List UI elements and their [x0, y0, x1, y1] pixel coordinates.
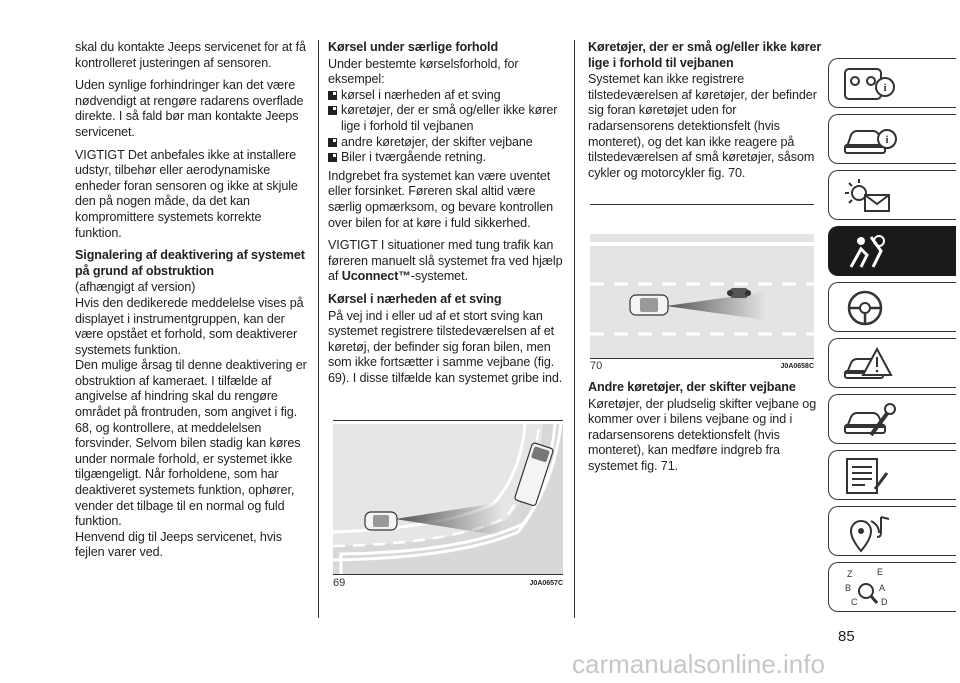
uconnect-label: Uconnect™ [341, 269, 411, 284]
tab-starting-driving[interactable] [828, 282, 956, 332]
paragraph: (afhængigt af version) [75, 280, 196, 295]
paragraph: Under bestemte kørselsforhold, for eksempel: [328, 56, 519, 87]
tab-lights-warning[interactable] [828, 170, 956, 220]
bullet-text: Biler i tværgående retning. [341, 150, 487, 165]
figure-69 [333, 420, 563, 596]
paragraph-text: VIGTIGT I situationer med tung trafik kan føreren manuelt slå systemet fra ved hjælp af [328, 238, 563, 284]
paragraph: På vej ind i eller ud af et stort sving kan systemet registrere tilstedeværelsen af et køretøj, der befinder sig foran bilen, men som ikke fortsætter i samme vejbane (fig. 69). I disse tilfælde kan systemet gribe ind. [328, 308, 563, 385]
emergency-icon [841, 343, 901, 385]
svg-text:B: B [845, 583, 852, 593]
dashboard-info-icon [841, 63, 901, 105]
tab-multimedia[interactable] [828, 506, 956, 556]
maintenance-icon [841, 399, 901, 441]
bullet-text: andre køretøjer, der skifter vejbane [341, 134, 533, 149]
section-heading: Kørsel under særlige forhold [328, 40, 499, 54]
paragraph: skal du kontakte Jeeps servicenet for at få kontrolleret justeringen af sensoren. [75, 40, 306, 70]
bullet-icon [328, 106, 337, 115]
svg-text:Z: Z [847, 569, 853, 579]
tab-index[interactable] [828, 562, 956, 612]
paragraph: Henvend dig til Jeeps servicenet, hvis fejlen varer ved. [75, 529, 282, 560]
paragraph [328, 238, 565, 285]
figure-number: 69 [333, 577, 346, 589]
bullet-item [328, 135, 565, 151]
bullet-icon [328, 138, 337, 147]
paragraph: Indgrebet fra systemet kan være uventet eller forsinket. Føreren skal altid være særlig opmærksom, og bevare kontrollen over bilen for at køre i fuld sikkerhed. [328, 168, 554, 230]
tab-safety[interactable] [828, 226, 956, 276]
figure-code: J0A0657C [529, 580, 563, 587]
figure-bottom-rule [590, 358, 814, 359]
lights-warning-icon [841, 175, 901, 217]
figure-bottom-rule [333, 574, 563, 575]
curve-diagram [333, 424, 563, 574]
watermark: carmanualsonline.info [572, 649, 825, 679]
paragraph: Den mulige årsag til denne deaktivering er obstruktion af kameraet. I tilfælde af angivelse af hindring skal du rengøre området på frontruden, som angivet i fig. 68, og kontrollere, at meddelelsen forsvinder. Selvom bilen stadig kan køres under normale forhold, er systemet ikke tilgængeligt. Når forholdene, som har deaktiveret systemets funktion, ophører, vender det tilbage til en normal og fuld funktion. [75, 358, 307, 529]
column-divider [318, 40, 319, 618]
page-number: 85 [838, 628, 855, 645]
paragraph: Køretøjer, der pludselig skifter vejbane og kommer over i bilens vejbane og ind i radarsensorens detektionsfelt (hvis monteret), kan medføre indgreb fra systemet fig. 71. [588, 396, 817, 473]
paragraph: Hvis den dedikerede meddelelse vises på displayet i instrumentgruppen, kan der være opstået et forhold, som deaktiverer systemets funktion. [75, 295, 304, 357]
column-1 [75, 40, 310, 561]
figure-70 [590, 204, 814, 374]
index-icon [841, 567, 901, 609]
bullet-icon [328, 91, 337, 100]
paragraph: Uden synlige forhindringer kan det være nødvendigt at rengøre radarens overflade direkte. I så fald bør man kontakte Jeeps servicenet. [75, 78, 304, 139]
svg-text:C: C [851, 597, 858, 607]
svg-text:A: A [879, 583, 886, 593]
figure-top-rule [333, 420, 563, 421]
svg-text:E: E [877, 567, 884, 577]
column-3-lower [588, 380, 823, 482]
section-heading: Kørsel i nærheden af et sving [328, 291, 502, 306]
section-heading: Køretøjer, der er små og/eller ikke kører lige i forhold til vejbanen [588, 40, 822, 70]
bullet-item [328, 103, 565, 134]
tab-dashboard[interactable] [828, 58, 956, 108]
car-info-icon [841, 119, 901, 161]
section-heading: Signalering af deaktivering af systemet på grund af obstruktion [75, 248, 305, 278]
multimedia-icon [841, 511, 901, 553]
figure-number: 70 [590, 360, 603, 372]
bullet-icon [328, 153, 337, 162]
tab-car-info[interactable] [828, 114, 956, 164]
tab-maintenance[interactable] [828, 394, 956, 444]
technical-data-icon [841, 455, 901, 497]
bullet-text: kørsel i nærheden af et sving [341, 87, 501, 102]
paragraph: Systemet kan ikke registrere tilstedeværelsen af køretøjer, der befinder sig foran køretøjet uden for radarsensorens detektionsfelt (hvis monteret), og det kan ikke reagere på tilstedeværelsen af små køretøjer, såsom cykler og motorcykler fig. 70. [588, 72, 817, 180]
figure-code: J0A0658C [780, 363, 814, 370]
column-2 [328, 40, 565, 393]
svg-text:D: D [881, 597, 888, 607]
lane-diagram [590, 234, 814, 358]
starting-driving-icon [841, 287, 901, 329]
svg-text:i: i [885, 134, 889, 146]
column-divider [574, 40, 575, 618]
section-heading: Andre køretøjer, der skifter vejbane [588, 380, 796, 394]
bullet-item [328, 88, 565, 104]
column-3 [588, 40, 823, 188]
tab-emergency[interactable] [828, 338, 956, 388]
tab-technical-data[interactable] [828, 450, 956, 500]
svg-text:i: i [883, 82, 887, 94]
figure-top-rule [590, 204, 814, 205]
bullet-text: køretøjer, der er små og/eller ikke kører lige i forhold til vejbanen [341, 103, 558, 133]
safety-airbag-icon [841, 231, 901, 273]
bullet-item [328, 150, 565, 166]
paragraph-text: -systemet. [410, 269, 468, 284]
paragraph: VIGTIGT Det anbefales ikke at installere udstyr, tilbehør eller aerodynamiske enheder foran sensoren og ikke at skjule den på nogen måde, da det kan kompromittere systemets korrekte funktion. [75, 147, 298, 240]
